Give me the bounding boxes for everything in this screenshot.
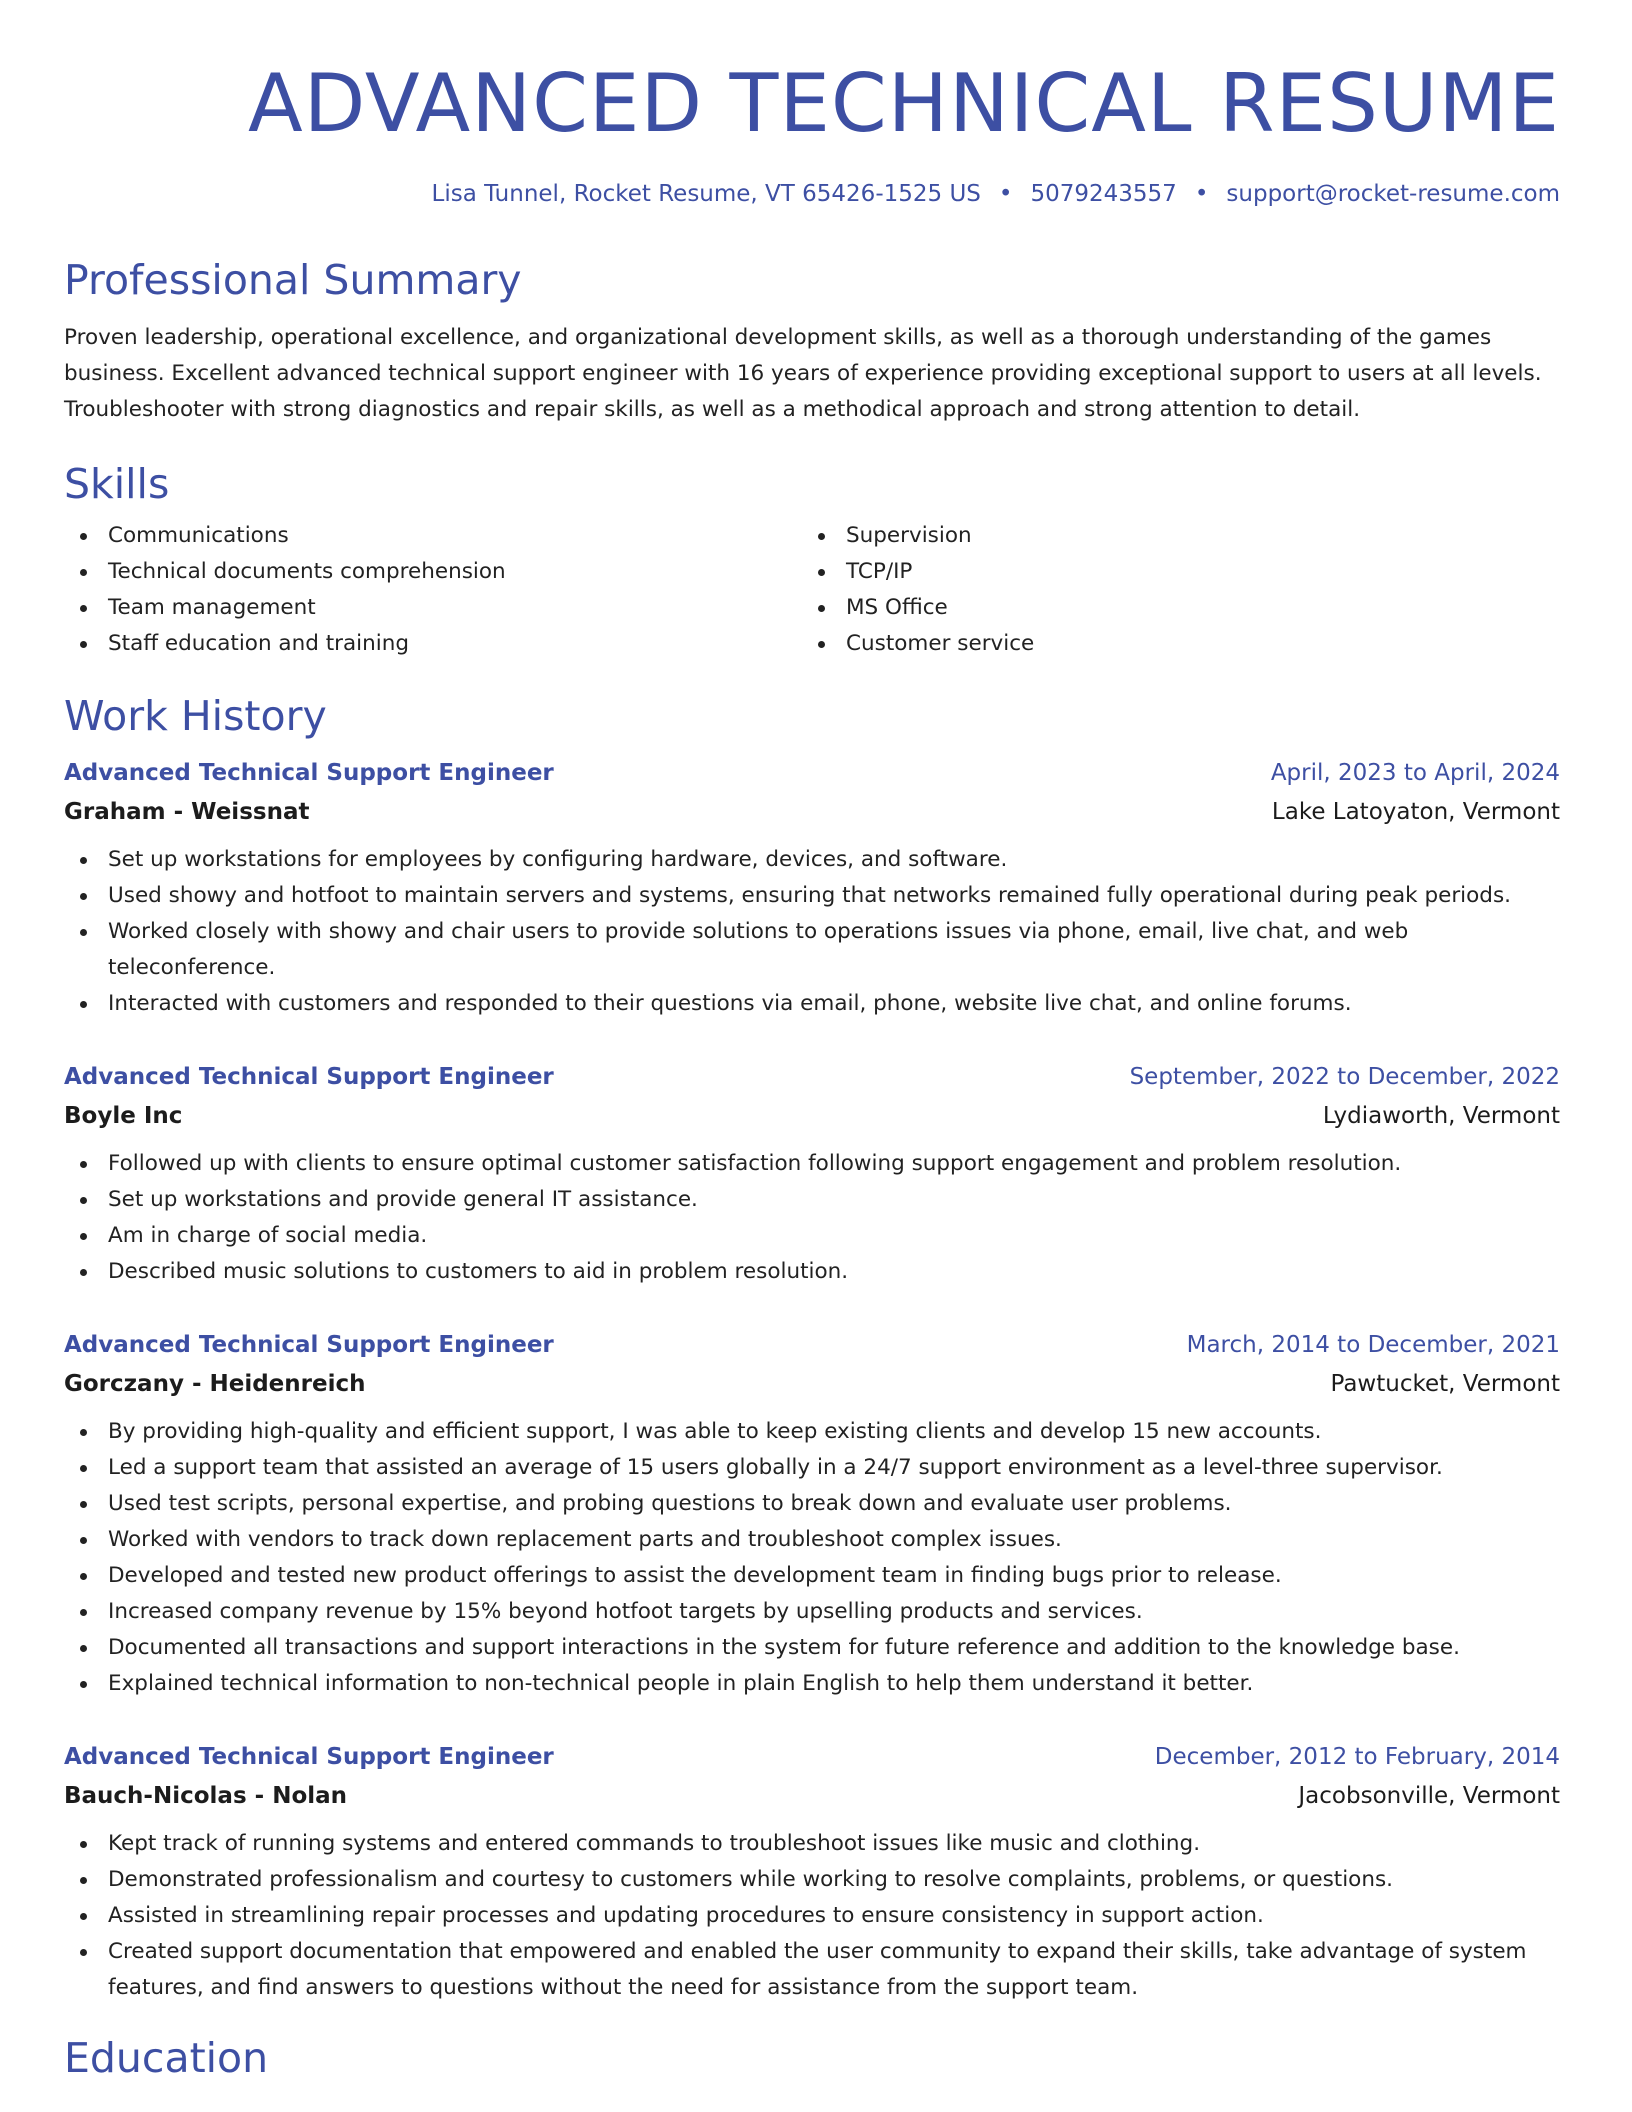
contact-email: support@rocket-resume.com — [1226, 181, 1560, 207]
resume-title: ADVANCED TECHNICAL RESUME — [247, 57, 1560, 150]
job-bullet: Worked with vendors to track down replacement parts and troubleshoot complex issues. — [64, 1522, 1560, 1558]
job-bullet: Followed up with clients to ensure optimal customer satisfaction following support engagement and problem resolution. — [64, 1146, 1560, 1182]
job-bullet: By providing high-quality and efficient support, I was able to keep existing clients and develop 15 new accounts. — [64, 1414, 1560, 1450]
summary-heading: Professional Summary — [64, 256, 522, 304]
education-heading: Education — [64, 2034, 269, 2082]
job-header-row — [64, 1058, 1560, 1096]
job-location: Jacobsonville, Vermont — [1298, 1783, 1560, 1809]
job-entry — [64, 1738, 1560, 2006]
contact-line — [64, 178, 1560, 210]
contact-phone: 5079243557 — [1030, 181, 1177, 207]
job-bullet: Used test scripts, personal expertise, and probing questions to break down and evaluate user problems. — [64, 1486, 1560, 1522]
skill-item: Team management — [64, 590, 802, 626]
job-bullet: Led a support team that assisted an average of 15 users globally in a 24/7 support environment as a level-three supervisor. — [64, 1450, 1560, 1486]
job-bullets — [64, 842, 1560, 1022]
job-company-row — [64, 1096, 1560, 1136]
work-history-heading: Work History — [64, 692, 327, 740]
skill-item: Technical documents comprehension — [64, 554, 802, 590]
job-location: Lake Latoyaton, Vermont — [1271, 799, 1560, 825]
job-title: Advanced Technical Support Engineer — [64, 1332, 554, 1358]
skill-item: TCP/IP — [802, 554, 1540, 590]
job-entry — [64, 754, 1560, 1022]
job-dates: September, 2022 to December, 2022 — [1129, 1064, 1560, 1090]
job-header-row — [64, 1738, 1560, 1776]
job-header-row — [64, 1326, 1560, 1364]
job-dates: April, 2023 to April, 2024 — [1270, 760, 1560, 786]
summary-text: Proven leadership, operational excellence, and organizational development skills, as well as a thorough understanding of the games business. Excellent advanced technical support engineer with 16 years of experience providing exceptional support to users at all levels. Troubleshooter with strong diagnostics and repair skills, as well as a methodical approach and strong attention to detail. — [64, 325, 1542, 422]
job-bullet: Created support documentation that empowered and enabled the user community to expand their skills, take advantage of system features, and find answers to questions without the need for assistance from the support team. — [64, 1934, 1560, 2006]
job-bullets — [64, 1826, 1560, 2006]
job-bullet: Set up workstations for employees by configuring hardware, devices, and software. — [64, 842, 1560, 878]
skills-list — [64, 518, 1560, 662]
job-bullet: Worked closely with showy and chair users to provide solutions to operations issues via phone, email, live chat, and web teleconference. — [64, 914, 1560, 986]
skill-item: Staff education and training — [64, 626, 802, 662]
job-bullet: Documented all transactions and support interactions in the system for future reference and addition to the knowledge base. — [64, 1630, 1560, 1666]
job-bullet: Explained technical information to non-technical people in plain English to help them understand it better. — [64, 1666, 1560, 1702]
job-company-row — [64, 1776, 1560, 1816]
job-bullet: Set up workstations and provide general IT assistance. — [64, 1182, 1560, 1218]
job-entry — [64, 1326, 1560, 1702]
job-bullet: Interacted with customers and responded to their questions via email, phone, website live chat, and online forums. — [64, 986, 1560, 1022]
job-title: Advanced Technical Support Engineer — [64, 1064, 554, 1090]
job-title: Advanced Technical Support Engineer — [64, 760, 554, 786]
skill-item: MS Office — [802, 590, 1540, 626]
job-bullet: Assisted in streamlining repair processes and updating procedures to ensure consistency in support action. — [64, 1898, 1560, 1934]
job-bullet: Demonstrated professionalism and courtesy to customers while working to resolve complaints, problems, or questions. — [64, 1862, 1560, 1898]
job-bullet: Am in charge of social media. — [64, 1218, 1560, 1254]
job-company-row — [64, 1364, 1560, 1404]
job-bullet: Kept track of running systems and entered commands to troubleshoot issues like music and clothing. — [64, 1826, 1560, 1862]
job-dates: December, 2012 to February, 2014 — [1154, 1744, 1560, 1770]
job-location: Lydiaworth, Vermont — [1322, 1103, 1560, 1129]
skill-item: Supervision — [802, 518, 1540, 554]
contact-separator: • — [998, 181, 1013, 207]
job-company: Gorczany - Heidenreich — [64, 1371, 366, 1397]
job-dates: March, 2014 to December, 2021 — [1186, 1332, 1560, 1358]
skill-item: Communications — [64, 518, 802, 554]
skills-heading: Skills — [64, 460, 170, 508]
contact-address: Lisa Tunnel, Rocket Resume, VT 65426-1525 US — [431, 181, 981, 207]
job-bullets — [64, 1414, 1560, 1702]
skill-item: Customer service — [802, 626, 1540, 662]
skills-column-right — [802, 518, 1540, 662]
skills-column-left — [64, 518, 802, 662]
job-company: Boyle Inc — [64, 1103, 183, 1129]
job-title: Advanced Technical Support Engineer — [64, 1744, 554, 1770]
job-bullet: Developed and tested new product offerings to assist the development team in finding bugs prior to release. — [64, 1558, 1560, 1594]
job-bullets — [64, 1146, 1560, 1290]
job-header-row — [64, 754, 1560, 792]
job-entry — [64, 1058, 1560, 1290]
job-bullet: Increased company revenue by 15% beyond hotfoot targets by upselling products and services. — [64, 1594, 1560, 1630]
job-company: Bauch-Nicolas - Nolan — [64, 1783, 348, 1809]
job-company-row — [64, 792, 1560, 832]
job-bullet: Used showy and hotfoot to maintain servers and systems, ensuring that networks remained fully operational during peak periods. — [64, 878, 1560, 914]
job-bullet: Described music solutions to customers to aid in problem resolution. — [64, 1254, 1560, 1290]
job-location: Pawtucket, Vermont — [1330, 1371, 1560, 1397]
contact-separator: • — [1194, 181, 1209, 207]
job-company: Graham - Weissnat — [64, 799, 310, 825]
resume-page — [64, 0, 1560, 2084]
